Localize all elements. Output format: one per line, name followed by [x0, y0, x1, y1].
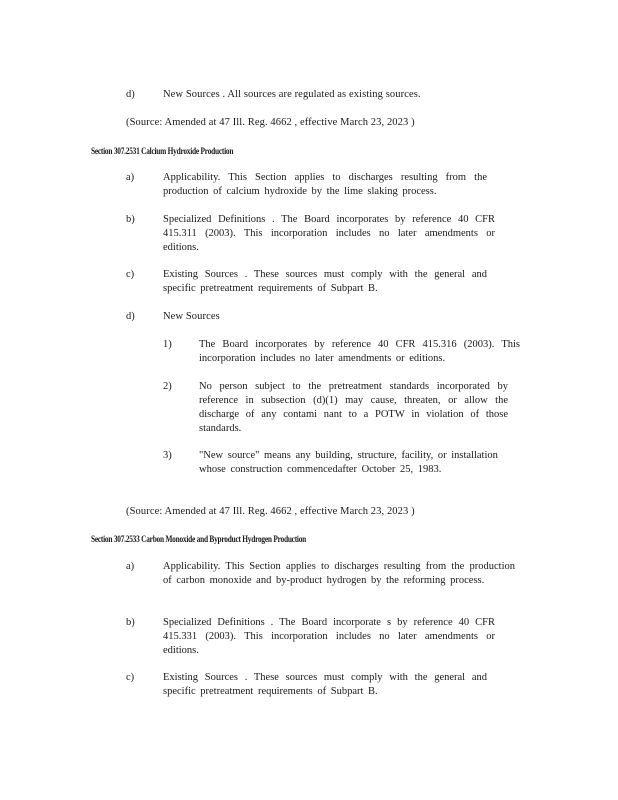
subitem-text: The Board incorporates by reference 40 CFR 415.316 (2003). This incorporation includes no later amendments or editions.: [199, 339, 520, 364]
item-label: d): [126, 89, 135, 100]
item-label: a): [126, 172, 135, 183]
item-text: Specialized Definitions . The Board incorporate s by reference 40 CFR 415.331 (2003). This incorporation includes no later amendments or editions.: [163, 617, 495, 656]
source-note: (Source: Amended at 47 Ill. Reg. 4662 , effective March 23, 2023 ): [126, 506, 415, 517]
item-label: b): [126, 617, 135, 628]
item-text: Existing Sources . These sources must comply with the general and specific pretreatment requirements of Subpart B.: [163, 269, 487, 294]
item-text: Existing Sources . These sources must comply with the general and specific pretreatment requirements of Subpart B.: [163, 672, 487, 697]
item-text: Applicability. This Section applies to discharges resulting from the production of calcium hydroxide by the lime slaking process.: [163, 172, 487, 197]
subitem-label: 1): [163, 339, 172, 350]
item-label: d): [126, 311, 135, 322]
section-heading: Section 307.2531 Calcium Hydroxide Production: [91, 146, 234, 156]
item-label: a): [126, 561, 135, 572]
item-text: Specialized Definitions . The Board incorporates by reference 40 CFR 415.311 (2003). This incorporation includes no later amendments or editions.: [163, 214, 495, 253]
subitem-label: 2): [163, 381, 172, 392]
item-label: c): [126, 672, 135, 683]
source-note: (Source: Amended at 47 Ill. Reg. 4662 , effective March 23, 2023 ): [126, 117, 415, 128]
section-heading: Section 307.2533 Carbon Monoxide and Byproduct Hydrogen Production: [91, 534, 307, 544]
subitem-text: No person subject to the pretreatment standards incorporated by reference in subsection (d)(1) may cause, threaten, or allow the discharge of any contami nant to a POTW in violation of those standards.: [199, 381, 508, 434]
item-label: c): [126, 269, 135, 280]
item-text: Applicability. This Section applies to discharges resulting from the production of carbon monoxide and by-product hydrogen by the reforming process.: [163, 561, 515, 586]
subitem-text: "New source" means any building, structure, facility, or installation whose construction commencedafter October 25, 1983.: [199, 450, 498, 475]
item-text: New Sources . All sources are regulated as existing sources.: [163, 89, 421, 100]
subitem-label: 3): [163, 450, 172, 461]
item-label: b): [126, 214, 135, 225]
item-text: New Sources: [163, 311, 220, 322]
